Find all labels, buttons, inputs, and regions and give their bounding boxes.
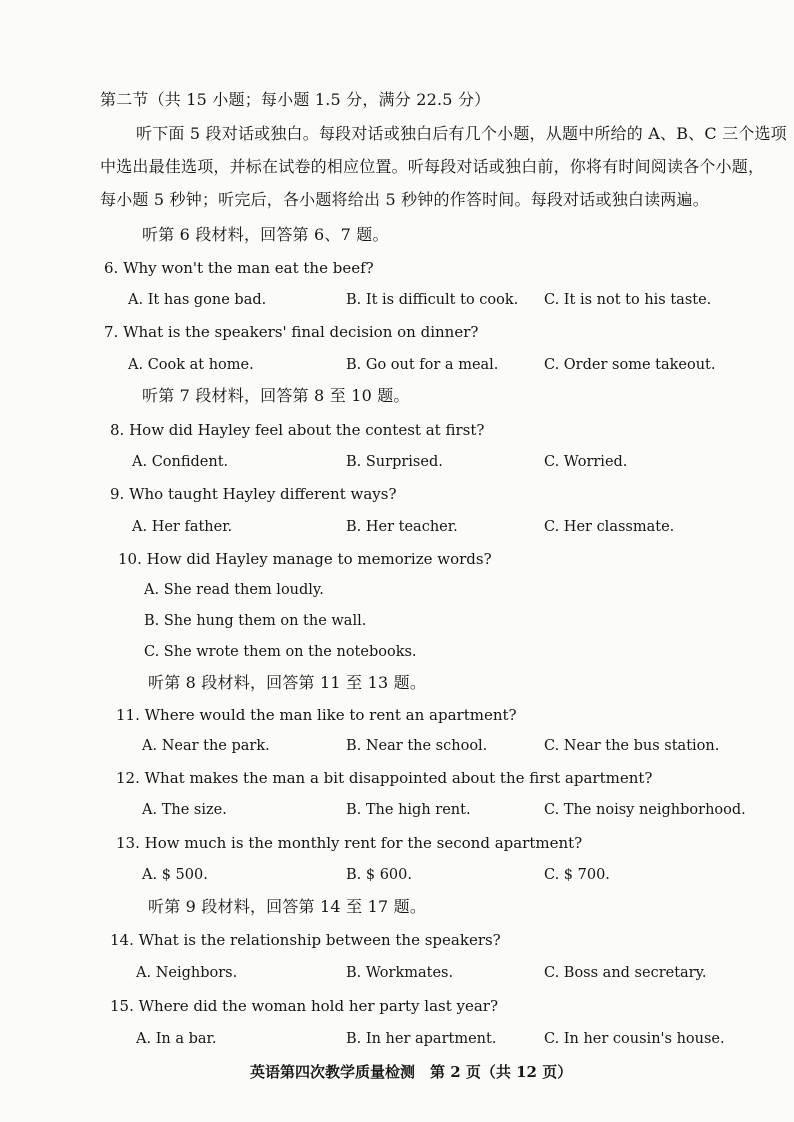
question-8-option-a[interactable]: A. Confident. (132, 454, 229, 470)
question-13-option-a[interactable]: A. $ 500. (142, 867, 208, 883)
question-6-option-c[interactable]: C. It is not to his taste. (544, 292, 712, 308)
question-14-stem: 14. What is the relationship between the speakers? (110, 931, 501, 949)
question-7-stem: 7. What is the speakers' final decision on dinner? (104, 323, 479, 341)
question-12-option-b[interactable]: B. The high rent. (346, 802, 471, 818)
question-10-option-a[interactable]: A. She read them loudly. (144, 582, 324, 598)
question-10-option-b[interactable]: B. She hung them on the wall. (144, 613, 367, 629)
question-11-option-b[interactable]: B. Near the school. (346, 738, 488, 754)
question-9-option-c[interactable]: C. Her classmate. (544, 519, 675, 535)
page-footer: 英语第四次教学质量检测 第 2 页（共 12 页） (250, 1063, 573, 1081)
question-10-stem: 10. How did Hayley manage to memorize words? (118, 550, 492, 568)
question-6-stem: 6. Why won't the man eat the beef? (104, 259, 374, 277)
instruction-line-3: 每小题 5 秒钟；听完后，各小题将给出 5 秒钟的作答时间。每段对话或独白读两遍。 (100, 190, 709, 209)
question-11-option-c[interactable]: C. Near the bus station. (544, 738, 720, 754)
question-7-option-a[interactable]: A. Cook at home. (128, 357, 254, 373)
question-13-option-c[interactable]: C. $ 700. (544, 867, 610, 883)
question-9-stem: 9. Who taught Hayley different ways? (110, 485, 397, 503)
question-8-option-c[interactable]: C. Worried. (544, 454, 628, 470)
question-8-stem: 8. How did Hayley feel about the contest at first? (110, 421, 485, 439)
question-7-option-c[interactable]: C. Order some takeout. (544, 357, 716, 373)
group-label-6-7: 听第 6 段材料，回答第 6、7 题。 (142, 225, 389, 244)
question-7-option-b[interactable]: B. Go out for a meal. (346, 357, 499, 373)
question-12-option-c[interactable]: C. The noisy neighborhood. (544, 802, 746, 818)
question-10-option-c[interactable]: C. She wrote them on the notebooks. (144, 644, 417, 660)
question-11-stem: 11. Where would the man like to rent an apartment? (116, 706, 517, 724)
question-6-option-a[interactable]: A. It has gone bad. (128, 292, 267, 308)
question-12-stem: 12. What makes the man a bit disappointed about the first apartment? (116, 769, 653, 787)
group-label-8-10: 听第 7 段材料，回答第 8 至 10 题。 (142, 386, 410, 405)
question-15-option-c[interactable]: C. In her cousin's house. (544, 1031, 725, 1047)
question-11-option-a[interactable]: A. Near the park. (142, 738, 270, 754)
group-label-11-13: 听第 8 段材料，回答第 11 至 13 题。 (148, 673, 427, 692)
instruction-line-2: 中选出最佳选项，并标在试卷的相应位置。听每段对话或独白前，你将有时间阅读各个小题， (100, 157, 765, 176)
section-heading: 第二节（共 15 小题；每小题 1.5 分，满分 22.5 分） (100, 90, 491, 109)
question-15-option-b[interactable]: B. In her apartment. (346, 1031, 497, 1047)
question-14-option-b[interactable]: B. Workmates. (346, 965, 454, 981)
question-6-option-b[interactable]: B. It is difficult to cook. (346, 292, 519, 308)
question-15-stem: 15. Where did the woman hold her party last year? (110, 997, 499, 1015)
group-label-14-17: 听第 9 段材料，回答第 14 至 17 题。 (148, 897, 427, 916)
question-15-option-a[interactable]: A. In a bar. (136, 1031, 217, 1047)
question-13-option-b[interactable]: B. $ 600. (346, 867, 412, 883)
question-13-stem: 13. How much is the monthly rent for the second apartment? (116, 834, 583, 852)
question-9-option-b[interactable]: B. Her teacher. (346, 519, 458, 535)
question-8-option-b[interactable]: B. Surprised. (346, 454, 443, 470)
question-12-option-a[interactable]: A. The size. (142, 802, 227, 818)
question-9-option-a[interactable]: A. Her father. (132, 519, 233, 535)
question-14-option-a[interactable]: A. Neighbors. (136, 965, 238, 981)
instruction-line-1: 听下面 5 段对话或独白。每段对话或独白后有几个小题，从题中所给的 A、B、C 三个选项 (136, 124, 787, 143)
question-14-option-c[interactable]: C. Boss and secretary. (544, 965, 707, 981)
